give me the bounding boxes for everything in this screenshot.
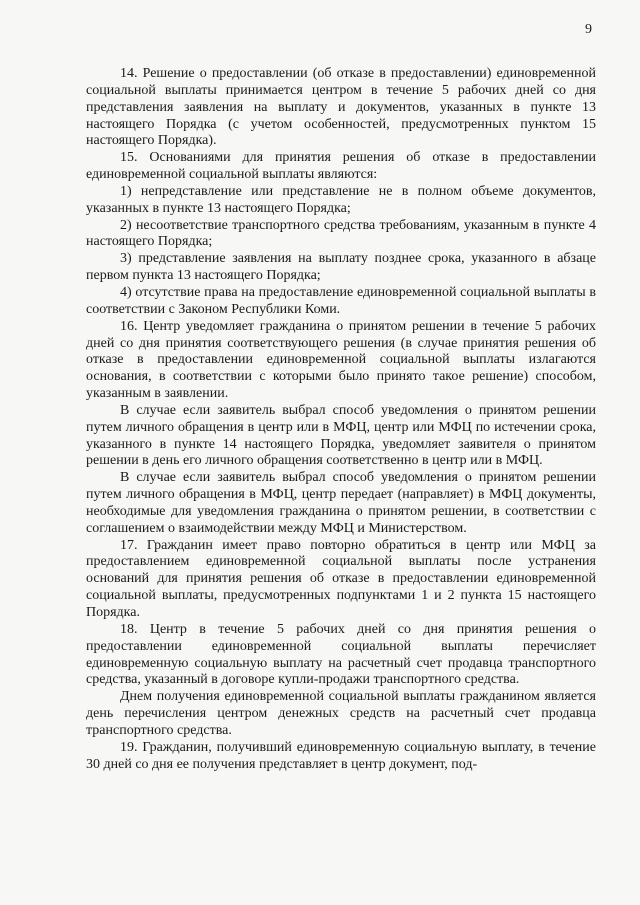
document-body xyxy=(86,66,596,773)
paragraph-15-item-1: 1) непредставление или представление не в полном объеме документов, указанных в пункте 13 настоящего Порядка; xyxy=(86,183,596,216)
page-number: 9 xyxy=(585,22,592,37)
paragraph-16-sub-1: В случае если заявитель выбрал способ уведомления о принятом решении путем личного обращения в центр или в МФЦ, центр или МФЦ по истечении срока, указанного в пункте 14 настоящего Порядка, уведомляет заявителя о принятом решении в день его личного обращения соответственно в центр или в МФЦ. xyxy=(86,402,596,469)
paragraph-16-sub-2: В случае если заявитель выбрал способ уведомления о принятом решении путем личного обращения в МФЦ, центр передает (направляет) в МФЦ документы, необходимые для уведомления гражданина о принятом решении, в соответствии с соглашением о взаимодействии между МФЦ и Министерством. xyxy=(86,470,596,536)
paragraph-14: 14. Решение о предоставлении (об отказе в предоставлении) единовременной социальной выплаты принимается центром в течение 5 рабочих дней со дня представления заявления на выплату и документов, указанных в пункте 13 настоящего Порядка (с учетом особенностей, предусмотренных пунктом 15 настоящего Порядка). xyxy=(86,66,596,149)
paragraph-19: 19. Гражданин, получивший единовременную социальную выплату, в течение 30 дней со дня ее получения представляет в центр документ, под- xyxy=(86,739,596,772)
paragraph-15-item-4: 4) отсутствие права на предоставление единовременной социальной выплаты в соответствии с Законом Республики Коми. xyxy=(86,284,596,317)
paragraph-18: 18. Центр в течение 5 рабочих дней со дня принятия решения о предоставлении единовременной социальной выплаты перечисляет единовременную социальную выплату на расчетный счет продавца транспортного средства, указанный в договоре купли-продажи транспортного средства. xyxy=(86,621,596,688)
paragraph-16: 16. Центр уведомляет гражданина о принятом решении в течение 5 рабочих дней со дня принятия соответствующего решения (в случае принятия решения об отказе в предоставлении единовременной социальной выплаты излагаются основания, в соответствии с которыми было принято такое решение) способом, указанным в заявлении. xyxy=(86,318,596,402)
paragraph-15: 15. Основаниями для принятия решения об отказе в предоставлении единовременной социальной выплаты являются: xyxy=(86,150,596,183)
paragraph-15-item-2: 2) несоответствие транспортного средства требованиям, указанным в пункте 4 настоящего Порядка; xyxy=(86,217,596,250)
paragraph-18-sub-1: Днем получения единовременной социальной выплаты гражданином является день перечисления центром денежных средств на расчетный счет продавца транспортного средства. xyxy=(86,689,596,738)
paragraph-15-item-3: 3) представление заявления на выплату позднее срока, указанного в абзаце первом пункта 13 настоящего Порядка; xyxy=(86,251,596,284)
paragraph-17: 17. Гражданин имеет право повторно обратиться в центр или МФЦ за предоставлением единовременной социальной выплаты после устранения оснований для принятия решения об отказе в предоставлении единовременной социальной выплаты, предусмотренных подпунктами 1 и 2 пункта 15 настоящего Порядка. xyxy=(86,537,596,620)
